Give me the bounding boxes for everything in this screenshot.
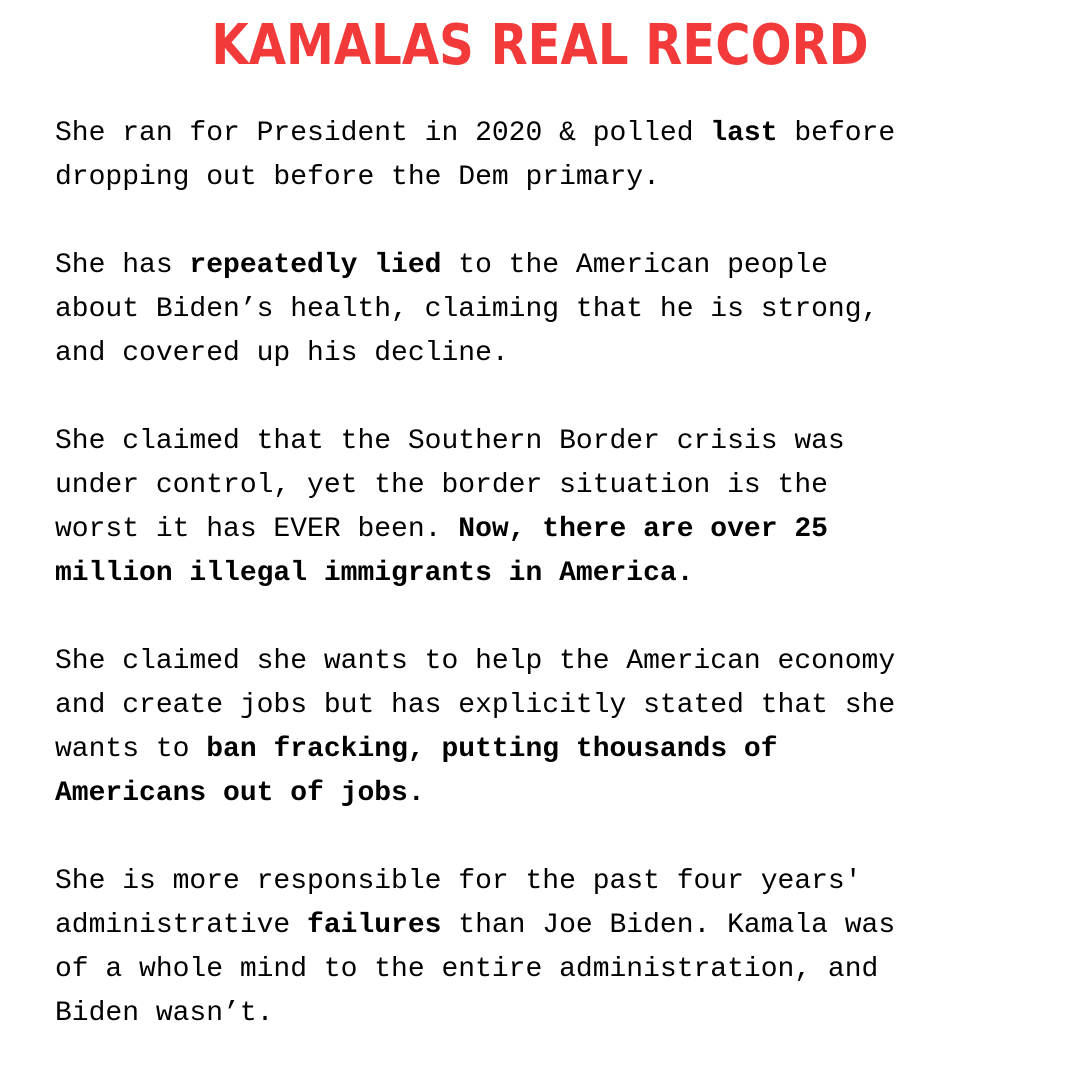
paragraph [55, 112, 1055, 200]
plain-text: before [777, 118, 896, 149]
record-text-body [55, 112, 1055, 1080]
emphasis-text: ban fracking, putting thousands of [206, 734, 778, 765]
paragraph [55, 640, 1055, 816]
emphasis-text: last [710, 118, 778, 149]
plain-text: wants to [55, 734, 207, 765]
text-line [55, 904, 1055, 948]
plain-text: and create jobs but has explicitly stated that she [55, 690, 896, 721]
text-line [55, 860, 1055, 904]
plain-text: of a whole mind to the entire administration, and [55, 954, 879, 985]
headline: KAMALAS REAL RECORD [211, 13, 869, 78]
plain-text: about Biden’s health, claiming that he is strong, [55, 294, 879, 325]
text-line [55, 772, 1055, 816]
text-line [55, 640, 1055, 684]
text-line [55, 244, 1055, 288]
plain-text: and covered up his decline. [55, 338, 509, 369]
text-line [55, 156, 1055, 200]
plain-text: administrative [55, 910, 308, 941]
paragraph [55, 244, 1055, 376]
emphasis-text: repeatedly lied [189, 250, 442, 281]
text-line [55, 992, 1055, 1036]
plain-text: under control, yet the border situation is the [55, 470, 828, 501]
plain-text: She ran for President in 2020 & polled [55, 118, 711, 149]
plain-text: dropping out before the Dem primary. [55, 162, 660, 193]
text-line [55, 948, 1055, 992]
text-line [55, 508, 1055, 552]
text-line [55, 420, 1055, 464]
plain-text: She is more responsible for the past four years' [55, 866, 862, 897]
text-line [55, 288, 1055, 332]
plain-text: than Joe Biden. Kamala was [441, 910, 896, 941]
paragraph [55, 420, 1055, 596]
plain-text: worst it has EVER been. [55, 514, 459, 545]
plain-text: Biden wasn’t. [55, 998, 274, 1029]
emphasis-text: failures [307, 910, 442, 941]
text-line [55, 684, 1055, 728]
text-line [55, 552, 1055, 596]
emphasis-text: million illegal immigrants in America. [55, 558, 694, 589]
text-line [55, 332, 1055, 376]
text-line [55, 112, 1055, 156]
plain-text: She claimed that the Southern Border crisis was [55, 426, 845, 457]
paragraph [55, 860, 1055, 1036]
emphasis-text: Americans out of jobs. [55, 778, 425, 809]
plain-text: to the American people [441, 250, 828, 281]
text-line [55, 464, 1055, 508]
plain-text: She claimed she wants to help the American economy [55, 646, 896, 677]
text-line [55, 728, 1055, 772]
emphasis-text: Now, there are over 25 [458, 514, 828, 545]
plain-text: She has [55, 250, 190, 281]
